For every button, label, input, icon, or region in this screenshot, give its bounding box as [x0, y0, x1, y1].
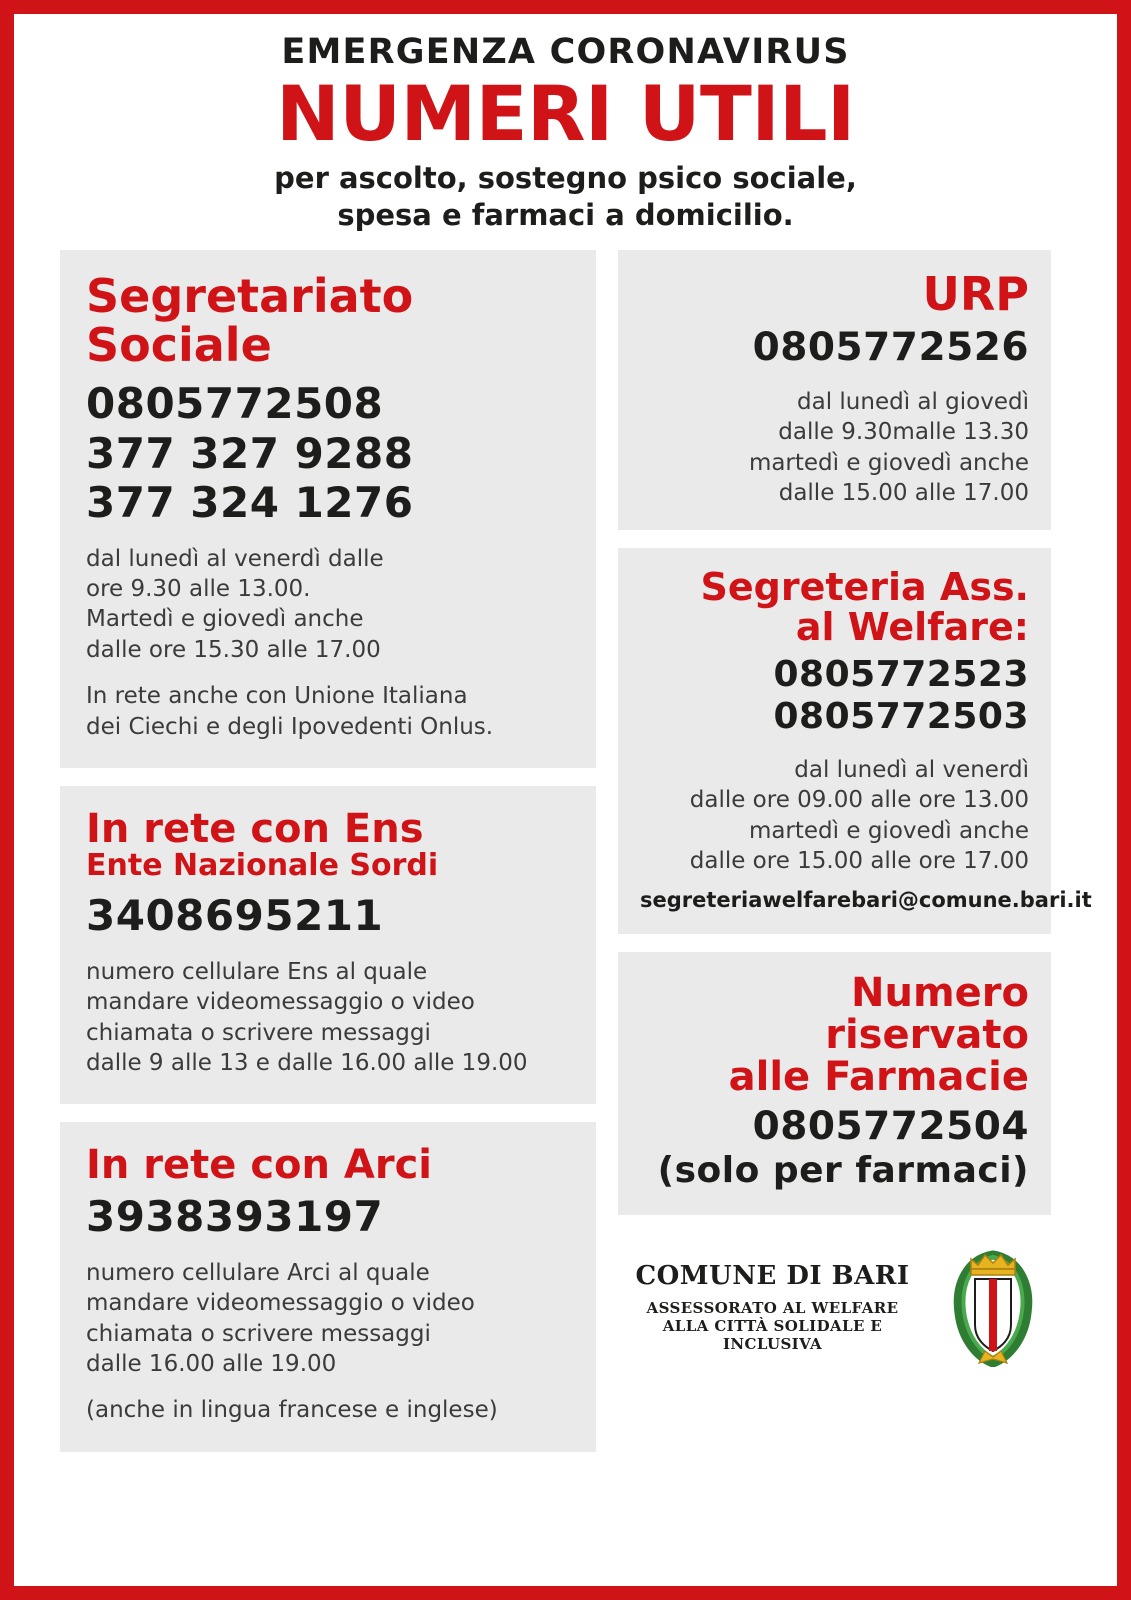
welfare-title-line1: Segreteria Ass. [700, 565, 1029, 610]
welfare-phone-2[interactable]: 0805772503 [773, 696, 1029, 738]
farmacie-note: (solo per farmaci) [657, 1150, 1029, 1192]
ens-note-line3: chiamata o scrivere messaggi [86, 1019, 431, 1046]
welfare-hours-line3: martedì e giovedì anche [748, 817, 1029, 844]
urp-hours-line1: dal lunedì al giovedì [797, 388, 1029, 415]
farmacie-title-line1: Numero [851, 970, 1029, 1017]
welfare-hours [640, 755, 1029, 876]
ens-title: In rete con Ens [86, 805, 424, 852]
left-column [60, 250, 596, 1451]
arci-languages-note: (anche in lingua francese e inglese) [86, 1397, 498, 1424]
footer-text [618, 1261, 927, 1353]
ens-subtitle: Ente Nazionale Sordi [86, 847, 439, 883]
footer-line-comune: COMUNE DI BARI [635, 1260, 910, 1291]
urp-title: URP [922, 267, 1029, 322]
header-subtitle-line1: per ascolto, sostegno psico sociale, [274, 161, 857, 196]
arci-note-line3: chiamata o scrivere messaggi [86, 1320, 431, 1347]
card-segreteria-welfare [618, 548, 1092, 934]
urp-hours-line4: dalle 15.00 alle 17.00 [778, 479, 1029, 506]
ens-note [86, 957, 570, 1078]
segretariato-hours-line1: dal lunedì al venerdì dalle [86, 545, 384, 572]
header-kicker: EMERGENZA CORONAVIRUS [281, 32, 850, 72]
card-arci [60, 1122, 596, 1451]
right-column [618, 250, 1092, 1366]
arci-note-line4: dalle 16.00 alle 19.00 [86, 1350, 337, 1377]
card-ens [60, 786, 596, 1104]
footer-line-citta: ALLA CITTÀ SOLIDALE E INCLUSIVA [662, 1316, 883, 1353]
footer [618, 1233, 1051, 1367]
welfare-phone-1[interactable]: 0805772523 [773, 654, 1029, 695]
arci-note-line1: numero cellulare Arci al quale [86, 1259, 430, 1286]
farmacie-title-line2: riservato [825, 1012, 1029, 1059]
segretariato-hours [86, 544, 570, 665]
card-segretariato-sociale [60, 250, 596, 767]
segretariato-hours-line4: dalle ore 15.30 alle 17.00 [86, 636, 381, 663]
segretariato-title: Segretariato Sociale [86, 269, 414, 372]
bari-coat-of-arms-icon [945, 1247, 1041, 1367]
urp-hours [640, 387, 1029, 508]
segretariato-network-line2: dei Ciechi e degli Ipovedenti Onlus. [86, 713, 494, 740]
segretariato-network-line1: In rete anche con Unione Italiana [86, 683, 468, 710]
segretariato-phone-3[interactable]: 377 324 1276 [86, 478, 414, 528]
segretariato-phone-2[interactable]: 377 327 9288 [86, 428, 414, 478]
poster-header [60, 32, 1071, 234]
card-farmacie [618, 952, 1051, 1214]
welfare-email[interactable]: segreteriawelfarebari@comune.bari.it [640, 888, 1092, 913]
ens-phone[interactable]: 3408695211 [86, 891, 384, 941]
ens-note-line1: numero cellulare Ens al quale [86, 958, 428, 985]
segretariato-phone-1[interactable]: 0805772508 [86, 379, 384, 429]
farmacie-phone[interactable]: 0805772504 [752, 1104, 1029, 1150]
segretariato-network-note [86, 681, 570, 742]
segretariato-hours-line3: Martedì e giovedì anche [86, 606, 364, 633]
segretariato-hours-line2: ore 9.30 alle 13.00. [86, 576, 311, 603]
welfare-hours-line2: dalle ore 09.00 alle ore 13.00 [689, 787, 1029, 814]
urp-phone[interactable]: 0805772526 [752, 324, 1029, 370]
arci-phone[interactable]: 3938393197 [86, 1192, 384, 1242]
ens-note-line2: mandare videomessaggio o video [86, 989, 475, 1016]
footer-line-assessorato: ASSESSORATO AL WELFARE [646, 1298, 899, 1317]
arci-title: In rete con Arci [86, 1142, 433, 1189]
welfare-hours-line1: dal lunedì al venerdì [794, 756, 1029, 783]
poster-content [14, 14, 1117, 1586]
farmacie-title-line3: alle Farmacie [728, 1054, 1029, 1101]
arci-note-line2: mandare videomessaggio o video [86, 1290, 475, 1317]
ens-note-line4: dalle 9 alle 13 e dalle 16.00 alle 19.00 [86, 1049, 528, 1076]
welfare-title-line2: al Welfare: [795, 605, 1029, 650]
urp-hours-line2: dalle 9.30malle 13.30 [778, 419, 1029, 446]
arci-note [86, 1258, 570, 1379]
header-subtitle-line2: spesa e farmaci a domicilio. [337, 198, 794, 233]
card-urp [618, 250, 1051, 530]
urp-hours-line3: martedì e giovedì anche [748, 449, 1029, 476]
header-subtitle [60, 160, 1071, 234]
page-title: NUMERI UTILI [276, 69, 855, 159]
welfare-hours-line4: dalle ore 15.00 alle ore 17.00 [689, 848, 1029, 875]
columns [60, 250, 1092, 1451]
